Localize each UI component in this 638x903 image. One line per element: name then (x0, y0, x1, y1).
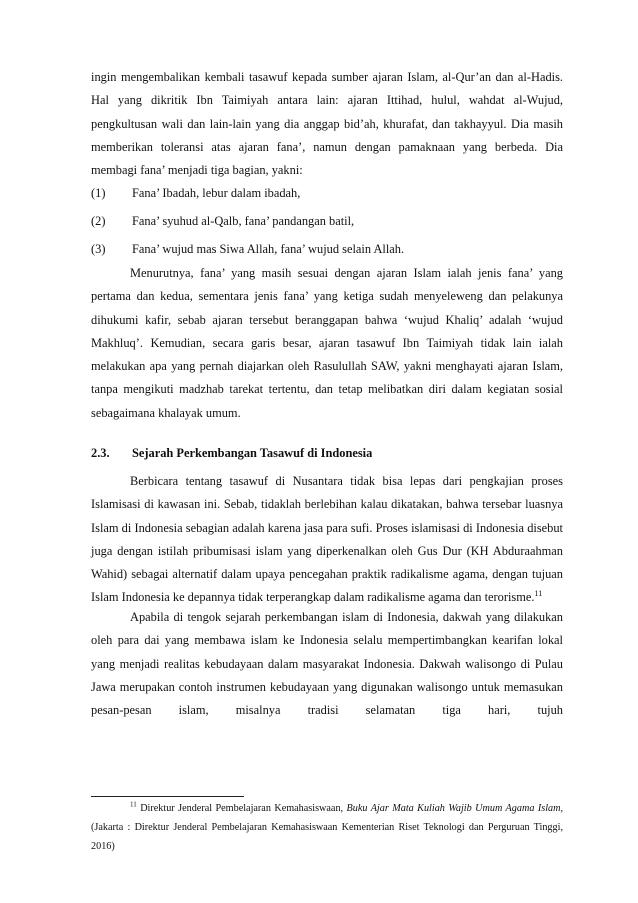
list-text: Fana’ syuhud al-Qalb, fana’ pandangan batil, (132, 214, 355, 228)
list-number: (3) (91, 242, 106, 256)
footnote-title: Buku Ajar Mata Kuliah Wajib Umum Agama Islam, (346, 803, 564, 814)
footnote-author: Direktur Jenderal Pembelajaran Kemahasiswaan, (140, 803, 344, 814)
footnote (91, 800, 563, 856)
list-text: Fana’ wujud mas Siwa Allah, fana’ wujud selain Allah. (132, 242, 405, 256)
paragraph-fana-interpretation: Menurutnya, fana’ yang masih sesuai dengan ajaran Islam ialah jenis fana’ yang pertama dan kedua, sementara jenis fana’ yang ketiga sudah menyeleweng dan pelakunya dihukumi kafir, sebab ajaran tersebut beranggapan bahwa ‘wujud Khaliq’ adalah ‘wujud Makhluq’. Kemudian, secara garis besar, ajaran tasawuf Ibn Taimiyah tidak lain ialah melakukan apa yang pernah diajarkan oleh Rasulullah SAW, yakni menghayati ajaran Islam, tanpa mengikuti madzhab tarekat tertentu, dan tetap melibatkan diri dalam kegiatan sosial sebagaimana khalayak umum. (91, 266, 563, 420)
list-number: (2) (91, 214, 106, 228)
section-title: Sejarah Perkembangan Tasawuf di Indonesia (132, 446, 373, 460)
section-number: 2.3. (91, 446, 110, 460)
list-text: Fana’ Ibadah, lebur dalam ibadah, (132, 186, 301, 200)
footnote-number: 11 (130, 800, 137, 809)
footnote-publication: (Jakarta : Direktur Jenderal Pembelajaran Kemahasiswaan Kementerian Riset Teknologi dan Perguruan Tinggi, 2016) (91, 821, 563, 852)
footnote-reference[interactable]: 11 (534, 589, 543, 599)
paragraph-islamization (91, 470, 563, 610)
list-number: (1) (91, 186, 106, 200)
paragraph-text: Berbicara tentang tasawuf di Nusantara tidak bisa lepas dari pengkajian proses Islamisasi di kawasan ini. Sebab, tidaklah berlebihan kalau dikatakan, bahwa tersebar luasnya Islam di Indonesia sebagian adalah karena jasa para sufi. Proses islamisasi di Indonesia disebut juga dengan istilah pribumisasi islam yang diperkenalkan oleh Gus Dur (KH Abduraahman Wahid) sebagai alternatif dalam upaya pencegahan praktik radikalisme agama, dengan tujuan Islam Indonesia ke depannya tidak terperangkap dalam radikalisme agama dan terorisme. (91, 474, 563, 605)
footnote-divider (91, 796, 244, 797)
paragraph-walisongo: Apabila di tengok sejarah perkembangan islam di Indonesia, dakwah yang dilakukan oleh para dai yang membawa islam ke Indonesia selalu mempertimbangkan kearifan lokal yang menjadi realitas kebudayaan dalam masyarakat Indonesia. Dakwah walisongo di Pulau Jawa merupakan contoh instrumen kebudayaan yang digunakan walisongo untuk memasukan pesan-pesan islam, misalnya tradisi selamatan tiga hari, tujuh (91, 610, 563, 718)
paragraph-ibn-taimiyah-critique: ingin mengembalikan kembali tasawuf kepada sumber ajaran Islam, al-Qur’an dan al-Hadis. Hal yang dikritik Ibn Taimiyah antara lain: ajaran Ittihad, hulul, wahdat al-Wujud, pengkultusan wali dan lain-lain yang dia anggap bid’ah, khurafat, dan takhayyul. Dia masih memberikan toleransi atas ajaran fana’, namun dengan pamaknaan yang berbeda. Dia membagi fana’ menjadi tiga bagian, yakni: (91, 70, 563, 178)
